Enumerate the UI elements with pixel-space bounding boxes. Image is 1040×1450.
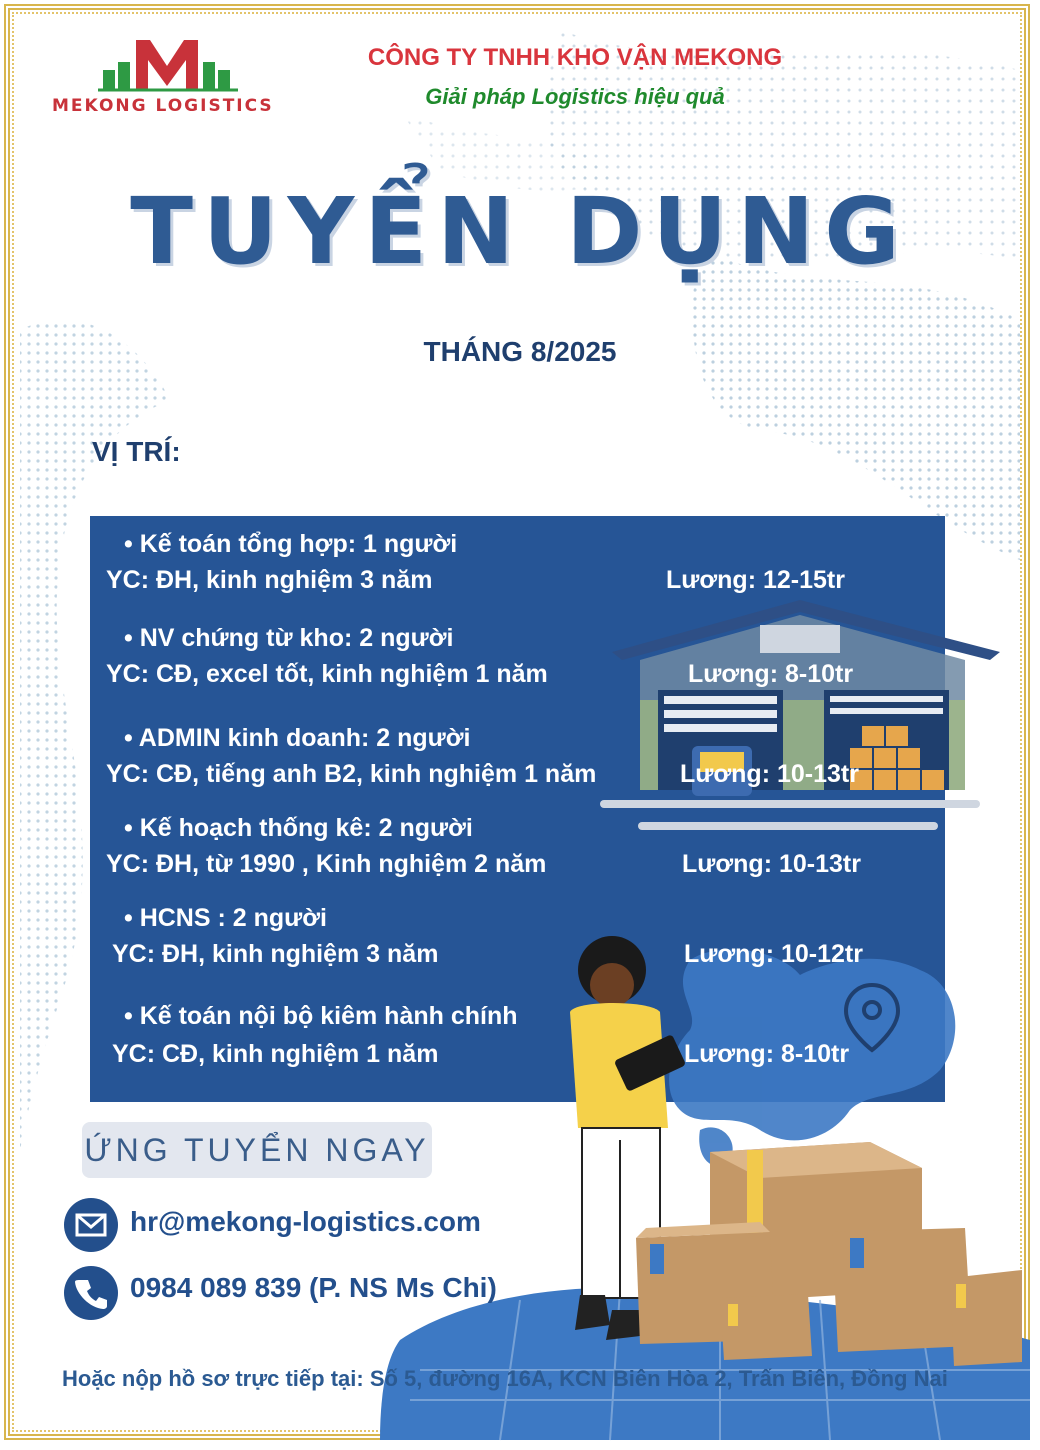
warehouse-icon <box>600 600 1000 830</box>
job-requirement: YC: ĐH, kinh nghiệm 3 năm <box>112 940 439 968</box>
job-title: • Kế toán tổng hợp: 1 người <box>124 530 458 558</box>
job-salary: Lương: 10-13tr <box>680 760 859 788</box>
job-title: • NV chứng từ kho: 2 người <box>124 624 454 652</box>
phone-icon <box>64 1266 118 1320</box>
job-requirement: YC: CĐ, kinh nghiệm 1 năm <box>112 1040 439 1068</box>
job-salary: Lương: 10-12tr <box>684 940 863 968</box>
company-name: CÔNG TY TNHH KHO VẬN MEKONG <box>367 44 783 71</box>
bullet-icon: • <box>124 530 140 558</box>
job-requirement: YC: ĐH, kinh nghiệm 3 năm <box>106 566 433 594</box>
job-salary: Lương: 8-10tr <box>684 1040 850 1068</box>
logo-text: MEKONG LOGISTICS <box>52 96 274 116</box>
job-requirement: YC: CĐ, excel tốt, kinh nghiệm 1 năm <box>106 660 548 688</box>
bullet-icon: • <box>124 624 140 652</box>
job-salary: Lương: 8-10tr <box>688 660 854 688</box>
email-link[interactable]: hr@mekong-logistics.com <box>130 1206 481 1237</box>
office-address: Hoặc nộp hồ sơ trực tiếp tại: Số 5, đường 16A, KCN Biên Hòa 2, Trấn Biên, Đồng Nai <box>62 1366 948 1391</box>
job-title: • HCNS : 2 người <box>124 904 327 932</box>
bullet-icon: • <box>124 1002 140 1030</box>
headline-month: THÁNG 8/2025 <box>423 336 617 367</box>
positions-label: VỊ TRÍ: <box>92 436 181 467</box>
apply-now-button[interactable]: ỨNG TUYỂN NGAY <box>82 1122 432 1178</box>
job-title: • ADMIN kinh doanh: 2 người <box>124 724 471 752</box>
headline-title: TUYỂN DỤNG <box>130 178 910 285</box>
job-title: • Kế toán nội bộ kiêm hành chính <box>124 1002 518 1030</box>
bullet-icon: • <box>124 904 140 932</box>
bullet-icon: • <box>124 724 139 752</box>
job-requirement: YC: CĐ, tiếng anh B2, kinh nghiệm 1 năm <box>106 760 597 788</box>
job-salary: Lương: 10-13tr <box>682 850 861 878</box>
company-slogan: Giải pháp Logistics hiệu quả <box>425 84 725 109</box>
phone-link[interactable]: 0984 089 839 (P. NS Ms Chi) <box>130 1272 497 1303</box>
job-salary: Lương: 12-15tr <box>666 566 845 594</box>
bullet-icon: • <box>124 814 140 842</box>
job-requirement: YC: ĐH, từ 1990 , Kinh nghiệm 2 năm <box>106 850 547 878</box>
mail-icon <box>64 1198 118 1252</box>
job-title: • Kế hoạch thống kê: 2 người <box>124 814 473 842</box>
